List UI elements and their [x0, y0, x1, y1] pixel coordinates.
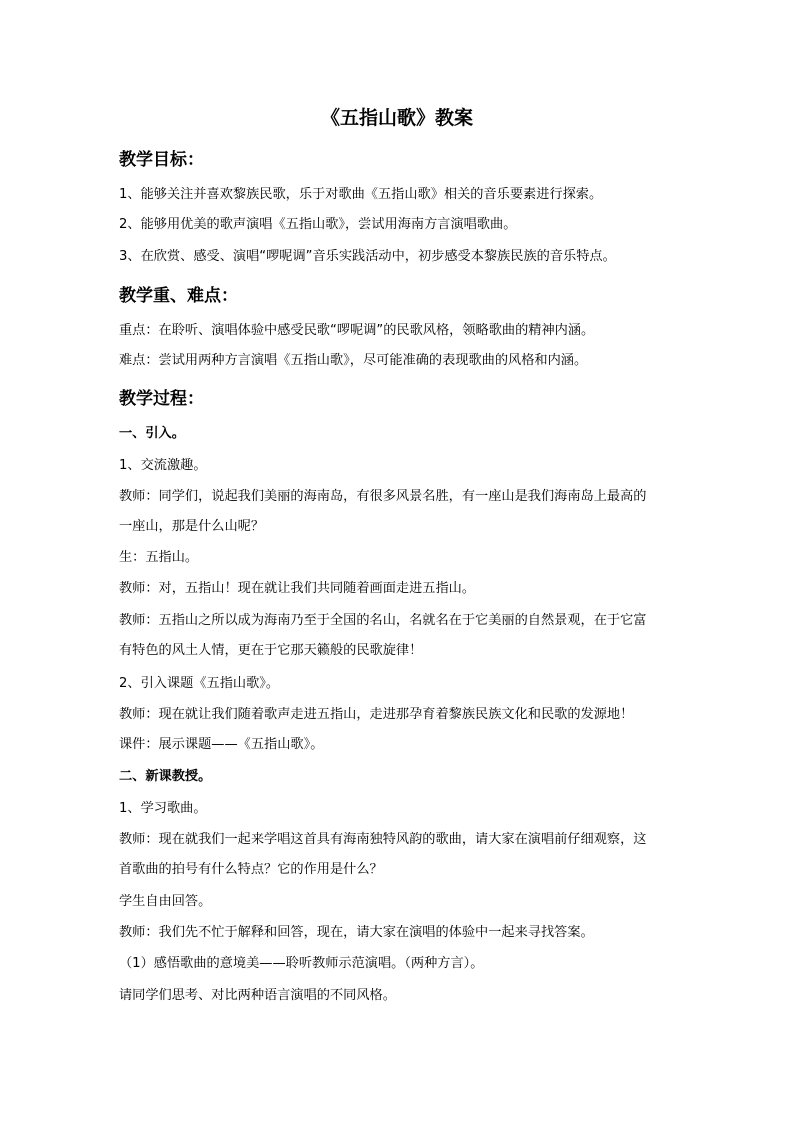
- teacher-line: 教师：对，五指山！现在就让我们共同随着画面走进五指山。: [119, 581, 476, 596]
- teacher-line-cont: 一座山，那是什么山呢？: [119, 519, 265, 534]
- instruction-line: 请同学们思考、对比两种语言演唱的不同风格。: [119, 988, 396, 1003]
- teacher-line: 教师：现在就我们一起来学唱这首具有海南独特风韵的歌曲，请大家在演唱前仔细观察，这: [119, 832, 647, 847]
- document-title: 《五指山歌》教案: [320, 107, 473, 129]
- teacher-line: 教师：我们先不忙于解释和回答，现在，请大家在演唱的体验中一起来寻找答案。: [119, 925, 594, 940]
- section-1-title: 一、引入。: [119, 426, 185, 441]
- courseware-line: 课件：展示课题——《五指山歌》。: [119, 737, 324, 752]
- student-line: 生：五指山。: [119, 550, 199, 565]
- student-line: 学生自由回答。: [119, 894, 212, 909]
- teacher-line: 教师：现在就让我们随着歌声走进五指山，走进那孕育着黎族民族文化和民歌的发源地！: [119, 707, 634, 722]
- section-1-step-2: 2、引入课题《五指山歌》。: [119, 676, 280, 691]
- difficult-point: 难点：尝试用两种方言演唱《五指山歌》，尽可能准确的表现歌曲的风格和内涵。: [119, 353, 588, 368]
- heading-key-points: 教学重、难点：: [119, 286, 238, 306]
- goal-item-1: 1、能够关注并喜欢黎族民歌，乐于对歌曲《五指山歌》相关的音乐要素进行探索。: [119, 187, 603, 202]
- teacher-line: 教师：同学们，说起我们美丽的海南岛，有很多风景名胜，有一座山是我们海南岛上最高的: [119, 489, 647, 504]
- sub-step-1: （1）感悟歌曲的意境美——聆听教师示范演唱。（两种方言）。: [119, 956, 484, 971]
- section-1-step-1: 1、交流激趣。: [119, 458, 207, 473]
- section-2-title: 二、新课教授。: [119, 769, 212, 784]
- teacher-line-cont: 首歌曲的拍号有什么特点？它的作用是什么？: [119, 862, 383, 877]
- teacher-line: 教师：五指山之所以成为海南乃至于全国的名山，名就名在于它美丽的自然景观，在于它富: [119, 613, 647, 628]
- heading-teaching-goals: 教学目标：: [119, 150, 204, 170]
- section-2-step-1: 1、学习歌曲。: [119, 801, 207, 816]
- goal-item-3: 3、在欣赏、感受、演唱“啰呢调”音乐实践活动中，初步感受本黎族民族的音乐特点。: [119, 249, 616, 264]
- key-point: 重点：在聆听、演唱体验中感受民歌“啰呢调”的民歌风格，领略歌曲的精神内涵。: [119, 323, 595, 338]
- goal-item-2: 2、能够用优美的歌声演唱《五指山歌》，尝试用海南方言演唱歌曲。: [119, 217, 517, 232]
- teacher-line-cont: 有特色的风土人情，更在于它那天籁般的民歌旋律！: [119, 643, 423, 658]
- heading-teaching-process: 教学过程：: [119, 389, 204, 409]
